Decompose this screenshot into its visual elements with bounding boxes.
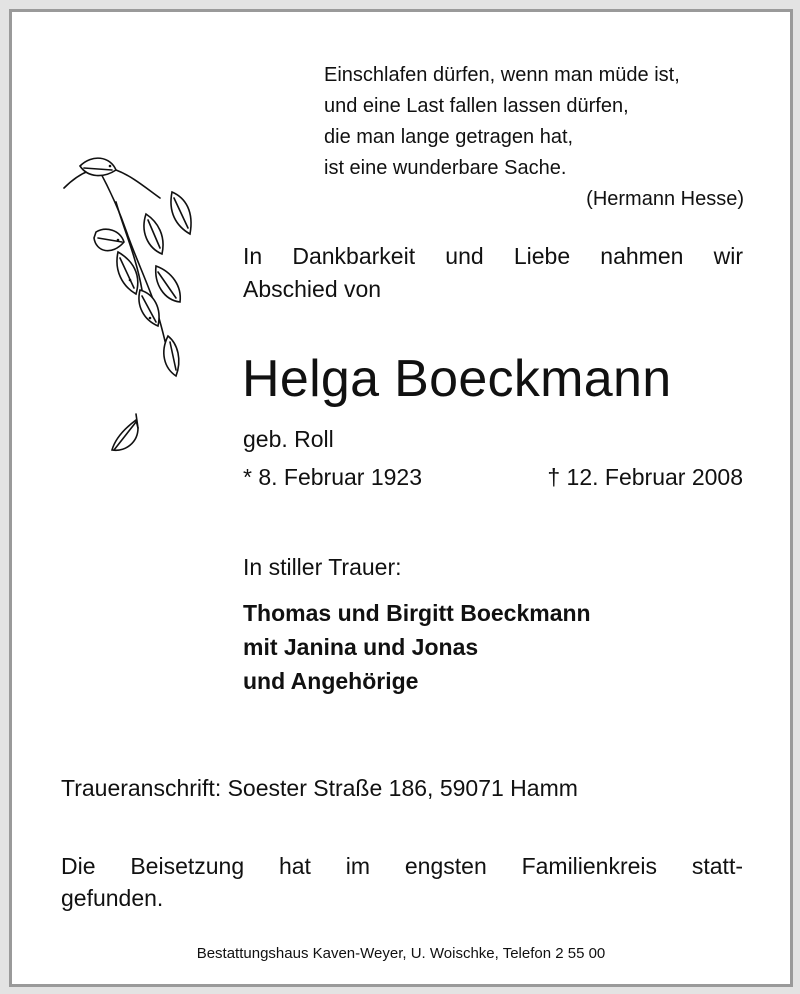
birth-date: * 8. Februar 1923: [243, 464, 423, 490]
funeral-home-footer: Bestattungshaus Kaven-Weyer, U. Woischke, Telefon 2 55 00: [196, 945, 606, 962]
poem: [324, 60, 744, 215]
poem-author: (Hermann Hesse): [586, 188, 744, 210]
poem-line: und eine Last fallen lassen dürfen,: [324, 95, 629, 117]
intro-text: [243, 240, 743, 306]
mourner-line: und Angehörige: [243, 668, 419, 694]
funeral-line-1: Die Beisetzung hat im engsten Familienkreis statt-: [61, 853, 743, 879]
obituary-notice: [9, 9, 793, 987]
funeral-notice: [61, 850, 743, 914]
birth-name: geb. Roll: [243, 426, 334, 452]
mourning-address: Traueranschrift: Soester Straße 186, 59071 Hamm: [61, 775, 578, 801]
deceased-name: Helga Boeckmann: [242, 350, 672, 408]
death-date: † 12. Februar 2008: [547, 464, 743, 490]
poem-line: ist eine wunderbare Sache.: [324, 157, 567, 179]
mourners-list: [243, 596, 591, 698]
poem-line: Einschlafen dürfen, wenn man müde ist,: [324, 64, 680, 86]
intro-line-2: Abschied von: [243, 276, 382, 302]
intro-line-1: In Dankbarkeit und Liebe nahmen wir: [243, 243, 743, 269]
mourner-line: mit Janina und Jonas: [243, 634, 479, 660]
funeral-line-2: gefunden.: [61, 885, 164, 911]
poem-line: die man lange getragen hat,: [324, 126, 574, 148]
birch-branch-icon: [50, 140, 200, 470]
mourning-label: In stiller Trauer:: [243, 554, 402, 580]
mourner-line: Thomas und Birgitt Boeckmann: [243, 600, 591, 626]
